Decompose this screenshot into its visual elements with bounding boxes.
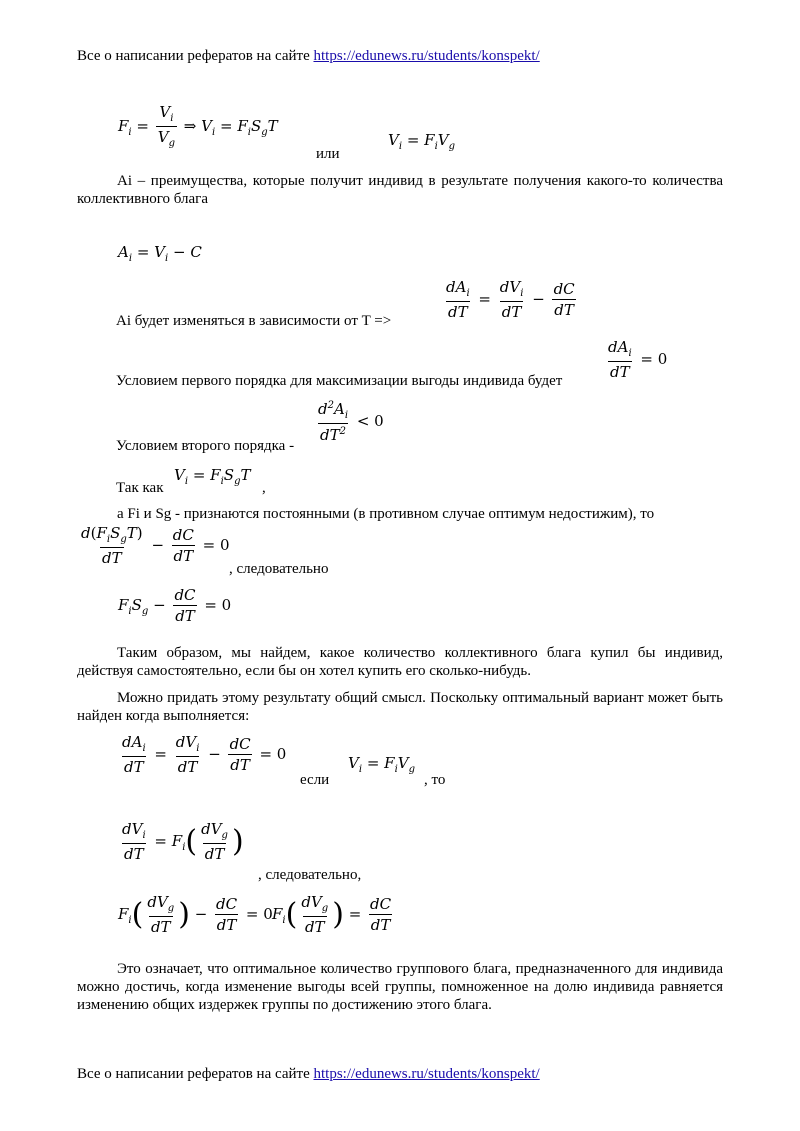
formula-dai-dt: $\frac{dA_i}{dT}$ = $\frac{dV_i}{dT}$ − $\frac{dC}{dT}$ bbox=[446, 278, 575, 321]
formula-vi-fivg: $V_i = F_iV_g$ bbox=[388, 131, 456, 152]
page-footer bbox=[77, 1066, 540, 1083]
formula-fi-ratio: $F_i$ = $\frac{V_i}{V_g}$ ⇒ $V_i = F_iS_gT$ bbox=[118, 103, 278, 149]
paragraph-general: Можно придать этому результату общий смысл. Поскольку оптимальный вариант может быть найден когда выполняется: bbox=[77, 690, 723, 724]
paragraph-ai-definition: Ai – преимущества, которые получит индивид в результате получения какого-то количества коллективного блага bbox=[77, 173, 723, 207]
or-text-1: или bbox=[316, 146, 340, 162]
first-order-text: Условием первого порядка для максимизации выгоды индивида будет bbox=[116, 373, 563, 389]
fi-sg-constant-text: а Fi и Sg - признаются постоянными (в противном случае оптимум недостижим), то bbox=[117, 506, 655, 522]
since-text: Так как bbox=[116, 480, 164, 496]
formula-derivative-fisgt: $\frac{d(F_iS_gT)}{dT}$ − $\frac{dC}{dT}$ = 0 bbox=[81, 524, 230, 567]
consequently-text-1: , следовательно bbox=[229, 561, 329, 577]
formula-optimum-condition: $F_i$( $\frac{dV_g}{dT}$ ) − $\frac{dC}{dT}$ = 0 bbox=[118, 893, 273, 936]
formula-dvi-dt: $\frac{dV_i}{dT}$ = $F_i$( $\frac{dV_g}{dT}$ ) bbox=[122, 820, 244, 863]
header-text: Все о написании рефератов на сайте bbox=[77, 48, 314, 64]
formula-dai-dt-zero: $\frac{dA_i}{dT}$ = $\frac{dV_i}{dT}$ − $\frac{dC}{dT}$ = 0 bbox=[122, 733, 287, 776]
formula-second-order: $\frac{d^2A_i}{dT^2}$ < 0 bbox=[318, 400, 384, 444]
page-header bbox=[77, 48, 540, 65]
paragraph-conclusion: Это означает, что оптимальное количество группового блага, предназначенного для индивида можно достичь, когда изменение выгоды всей группы, помноженное на долю индивида равняется изменению общих издержек группы по достижению этого блага. bbox=[77, 961, 723, 1013]
formula-fisg: $F_iS_g$ − $\frac{dC}{dT}$ = 0 bbox=[118, 586, 232, 625]
footer-text: Все о написании рефератов на сайте bbox=[77, 1066, 314, 1082]
paragraph-thus: Таким образом, мы найдем, какое количество коллективного блага купил бы индивид, действуя самостоятельно, если бы он хотел купить его сколько-нибудь. bbox=[77, 645, 723, 679]
footer-link[interactable]: https://edunews.ru/students/konspekt/ bbox=[313, 1066, 540, 1082]
formula-ai: $A_i = V_i - C$ bbox=[118, 243, 202, 264]
then-text: , то bbox=[424, 772, 446, 788]
second-order-text: Условием второго порядка - bbox=[116, 438, 295, 454]
formula-first-order: $\frac{dA_i}{dT}$ = 0 bbox=[608, 338, 668, 381]
comma-text: , bbox=[262, 480, 266, 496]
consequently-text-2: , следовательно, bbox=[258, 867, 362, 883]
formula-vi-fisgt: $V_i = F_iS_gT$ bbox=[174, 466, 251, 487]
ai-changes-text: Ai будет изменяться в зависимости от T => bbox=[116, 313, 392, 329]
formula-optimum-equality: $F_i$( $\frac{dV_g}{dT}$ ) = $\frac{dC}{dT}$ bbox=[272, 893, 392, 936]
if-text: если bbox=[300, 772, 330, 788]
formula-vi-fivg-2: $V_i = F_iV_g$ bbox=[348, 754, 416, 775]
header-link[interactable]: https://edunews.ru/students/konspekt/ bbox=[313, 48, 540, 64]
